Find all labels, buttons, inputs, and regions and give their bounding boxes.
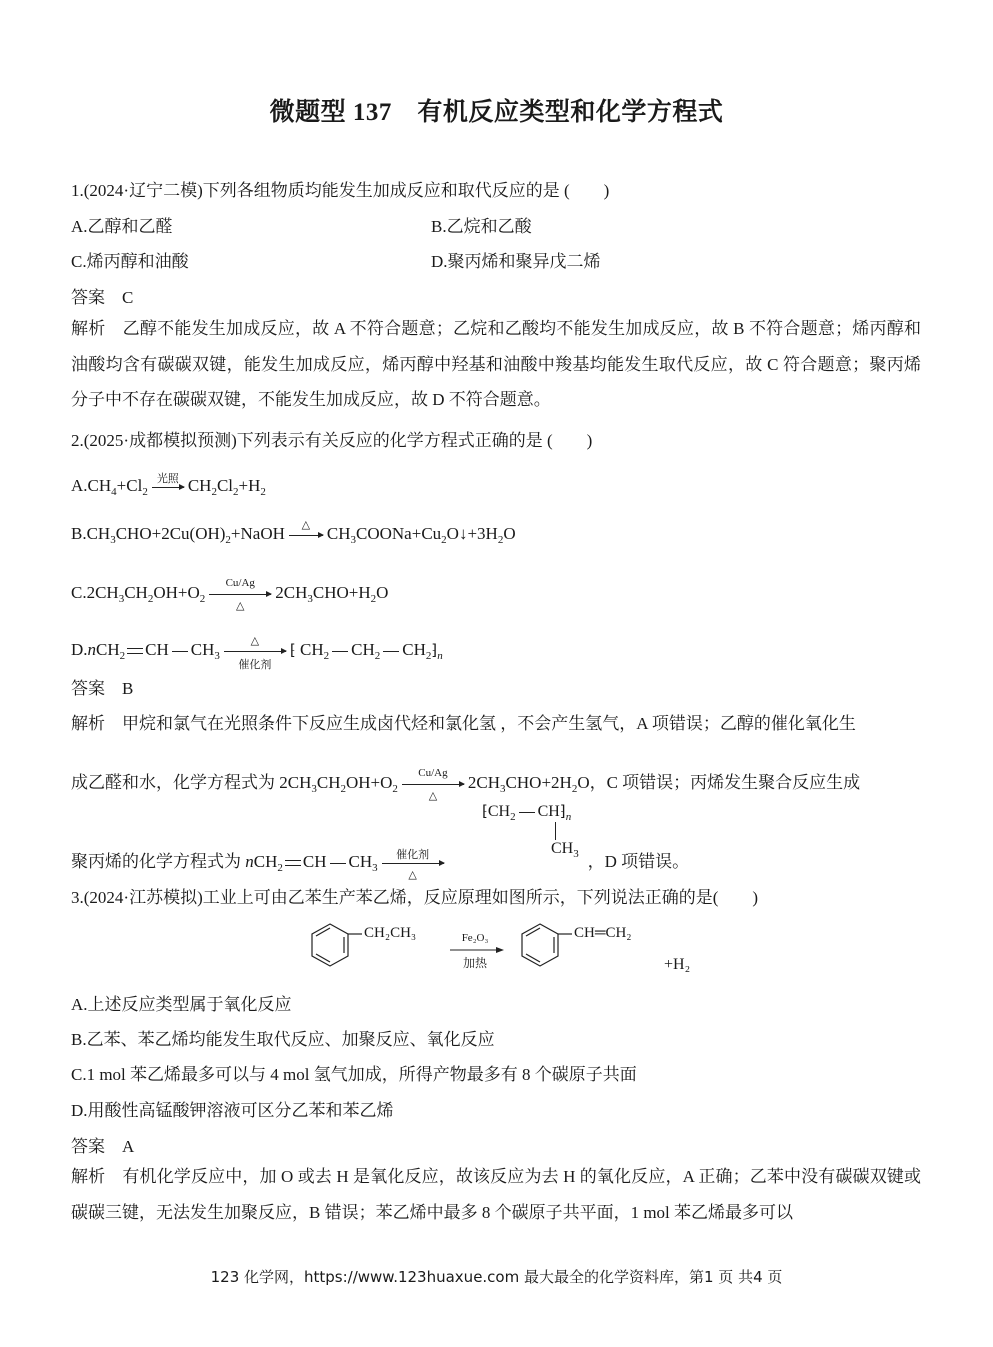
polymerization-arrow: 催化剂 △ <box>382 863 444 864</box>
ethylbenzene-to-styrene-svg <box>300 912 720 982</box>
q1-option-d: D.聚丙烯和聚异戊二烯 <box>431 252 601 271</box>
q3-option-d: D.用酸性高锰酸钾溶液可区分乙苯和苯乙烯 <box>71 1101 394 1120</box>
q1-option-c: C.烯丙醇和油酸 <box>71 252 189 271</box>
q2-option-b: $B.CH_3CHO+2Cu(OH)_2+NaOH$ △ $CH_3COONa+Cu_2O↓+3H_2O$ <box>71 518 516 546</box>
q3-stem: 3.(2024·江苏模拟)工业上可由乙苯生产苯乙烯，反应原理如图所示，下列说法正确的是( ) <box>71 888 759 907</box>
q2-option-a: $A.CH_4+Cl_2$ 光照 $CH_2Cl_2+H_2$ <box>71 476 266 496</box>
q1-option-a: A.乙醇和乙醛 <box>71 217 173 236</box>
q2-analysis-line-1: 解析 甲烷和氯气在光照条件下反应生成卤代烃和氯化氢 ，不会产生氢气，A 项错误；乙醇的催化氧化生 <box>71 714 856 733</box>
arrow-condition-heat: △ <box>301 518 311 531</box>
polypropylene-methyl <box>555 822 556 840</box>
page-footer: 123 化学网，https://www.123huaxue.com 最大最全的化学资料库，第1 页 共4 页 <box>210 1268 783 1286</box>
polypropylene-structure: $⁅CH_2$ $CH⁆_n$ <box>482 802 572 823</box>
q2-answer: 答案 B <box>71 679 134 698</box>
q2-stem: 2.(2025·成都模拟预测)下列表示有关反应的化学方程式正确的是 ( ) <box>71 431 593 450</box>
q1-stem: 1.(2024·辽宁二模)下列各组物质均能发生加成反应和取代反应的是 ( ) <box>71 181 610 200</box>
q3-option-a: A.上述反应类型属于氧化反应 <box>71 995 292 1014</box>
arrow-condition-heat: △ <box>236 599 245 612</box>
arrow-condition-catalyst: 催化剂 <box>238 658 272 671</box>
heat-arrow <box>289 518 323 536</box>
q1-option-b: B.乙烷和乙酸 <box>431 217 532 236</box>
q3-option-b: B.乙苯、苯乙烯均能发生取代反应、加聚反应、氧化反应 <box>71 1030 495 1049</box>
q1-analysis: 解析 乙醇不能发生加成反应，故 A 不符合题意；乙烷和乙酸均不能发生加成反应，故 B 不符合题意；烯丙醇和油酸均含有碳碳双键，能发生加成反应，烯丙醇中羟基和油酸中羧基均能发生取代反应，故 C 符合题意；聚丙烯分子中不存在碳碳双键，不能发生加成反应，故 D 不符合题意。 <box>71 319 921 409</box>
ethyl-group: CH₂CH₃ <box>364 925 417 941</box>
q2-option-c: $C.2CH_3CH_2OH+O_2$ Cu/Ag △ $2CH_3CHO+H_2O$ <box>71 576 389 612</box>
catalyst-arrow <box>209 576 271 612</box>
q2-analysis-line-3: 聚丙烯的化学方程式为 nCH$_2$ CH $CH_3$ 催化剂 △ ，D 项错误。 <box>71 848 690 881</box>
q3-reaction-scheme <box>300 912 720 982</box>
vinyl-group: CH═CH₂ <box>574 925 632 941</box>
q3-answer: 答案 A <box>71 1137 135 1156</box>
benzene-ring-right <box>522 924 572 966</box>
polymerization-arrow <box>224 634 286 671</box>
hydrogen-product: +H₂ <box>664 956 691 973</box>
polypropylene-methyl-label: $CH_3$ <box>551 840 579 860</box>
arrow-condition-fe2o3: Fe₂O₃ <box>461 932 489 944</box>
arrow-condition-heat: △ <box>250 634 260 647</box>
q2-option-d: D.nCH$_2$ CH $CH_3$ △ 催化剂 ⁅ $CH_2$ $CH_2$ $CH_2⁆_n$ <box>71 634 443 671</box>
q3-option-c: C.1 mol 苯乙烯最多可以与 4 mol 氢气加成，所得产物最多有 8 个碳原子共面 <box>71 1065 637 1084</box>
page-title: 微题型 137 有机反应类型和化学方程式 <box>269 99 724 126</box>
arrow-condition-cu-ag: Cu/Ag <box>225 576 255 589</box>
q1-answer: 答案 C <box>71 288 134 307</box>
arrow-condition-heating: 加热 <box>462 956 487 970</box>
light-arrow <box>152 472 184 488</box>
arrow-condition-light: 光照 <box>156 472 179 485</box>
q3-analysis: 解析 有机化学反应中，加 O 或去 H 是氧化反应，故该反应为去 H 的氧化反应，A 正确；乙苯中没有碳碳双键或碳碳三键，无法发生加聚反应，B 错误；苯乙烯中最多 8 个碳原子共平面，1 mol 苯乙烯最多可以 <box>71 1167 921 1222</box>
benzene-ring-left <box>312 924 362 966</box>
catalyst-arrow: Cu/Ag △ <box>402 784 464 785</box>
q2-analysis-line-2: 成乙醛和水，化学方程式为 $2CH_3CH_2OH+O_2$ Cu/Ag △ $2CH_3CHO+2H_2O$，C 项错误；丙烯发生聚合反应生成 <box>71 766 861 802</box>
